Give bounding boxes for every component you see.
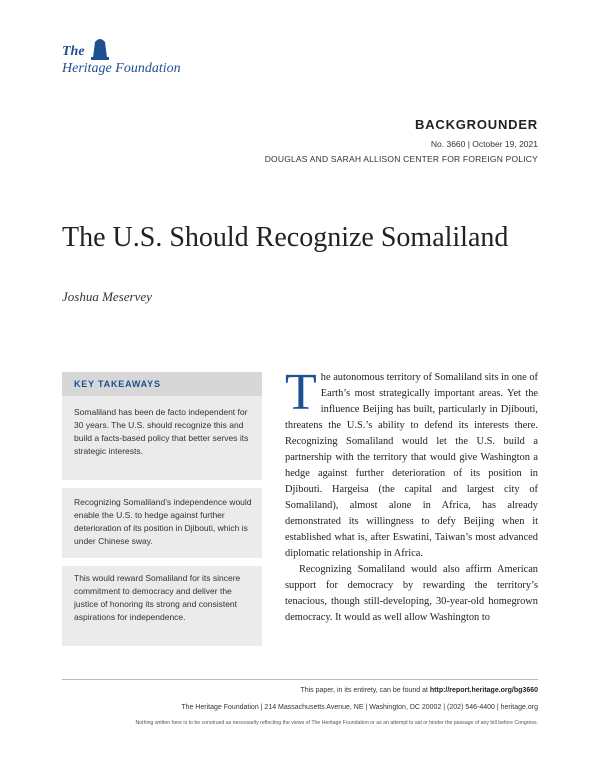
body-paragraph: [285, 364, 538, 562]
takeaway-divider: [62, 558, 262, 566]
center-name: DOUGLAS AND SARAH ALLISON CENTER FOR FOREIGN POLICY: [264, 154, 538, 164]
paragraph-1-text: he autonomous territory of Somaliland sits in one of Earth’s most strategically important areas. Yet the influence Beijing has built, particularly in Djibouti, threatens the U.S.’s ability to defend its interests there. Recognizing Somaliland would let the U.S. build a partnership with the territory that would give Washington a hedge against further deterioration of its position in Djibouti. Hargeisa (the capital and largest city of Somaliland), almost alone in Africa, has already demonstrated its willingness to defy Beijing when it established what is, after Eswatini, Taiwan’s most advanced diplomatic relationship in Africa.: [285, 372, 538, 559]
report-link[interactable]: http://report.heritage.org/bg3660: [429, 687, 538, 694]
body-text: [285, 364, 538, 626]
footer-address: The Heritage Foundation | 214 Massachusetts Avenue, NE | Washington, DC 20002 | (202) 546-4400 | heritage.org: [181, 704, 538, 711]
key-takeaways-box: [62, 372, 262, 646]
footer-divider: [62, 679, 538, 680]
liberty-bell-icon: [89, 36, 111, 60]
key-takeaways-header: [62, 372, 262, 396]
drop-cap: T: [285, 364, 317, 421]
heritage-logo[interactable]: [62, 36, 212, 80]
takeaway-item: Somaliland has been de facto independent for 30 years. The U.S. should recognize this and build a facts-based policy that better serves its strategic interests.: [74, 407, 249, 456]
author-name: Joshua Meservey: [62, 289, 152, 304]
takeaway-divider: [62, 480, 262, 488]
takeaway-item: Recognizing Somaliland’s independence would enable the U.S. to hedge against further deterioration of its position in Djibouti, which is under Chinese sway.: [74, 497, 252, 546]
key-takeaways-heading: KEY TAKEAWAYS: [74, 379, 161, 389]
takeaway-item: This would reward Somaliland for its sincere commitment to democracy and deliver the justice of honoring its strong and consistent aspirations for independence.: [74, 573, 241, 622]
document-type: BACKGROUNDER: [415, 117, 538, 132]
footer-disclaimer: Nothing written here is to be construed as necessarily reflecting the views of The Heritage Foundation or as an attempt to aid or hinder the passage of any bill before Congress.: [135, 720, 538, 726]
footer-url-prefix: This paper, in its entirety, can be found at: [300, 687, 430, 694]
logo-name: Heritage Foundation: [62, 61, 181, 76]
page-title: The U.S. Should Recognize Somaliland: [62, 222, 509, 253]
body-paragraph: Recognizing Somaliland would also affirm American support for democracy by rewarding the territory’s tenacious, though still-developing, 30-year-old homegrown democracy. It would as well allow Washington to: [285, 564, 538, 623]
document-number-date: No. 3660 | October 19, 2021: [430, 139, 538, 149]
logo-the: The: [62, 44, 85, 59]
footer-url-line: [300, 687, 538, 694]
